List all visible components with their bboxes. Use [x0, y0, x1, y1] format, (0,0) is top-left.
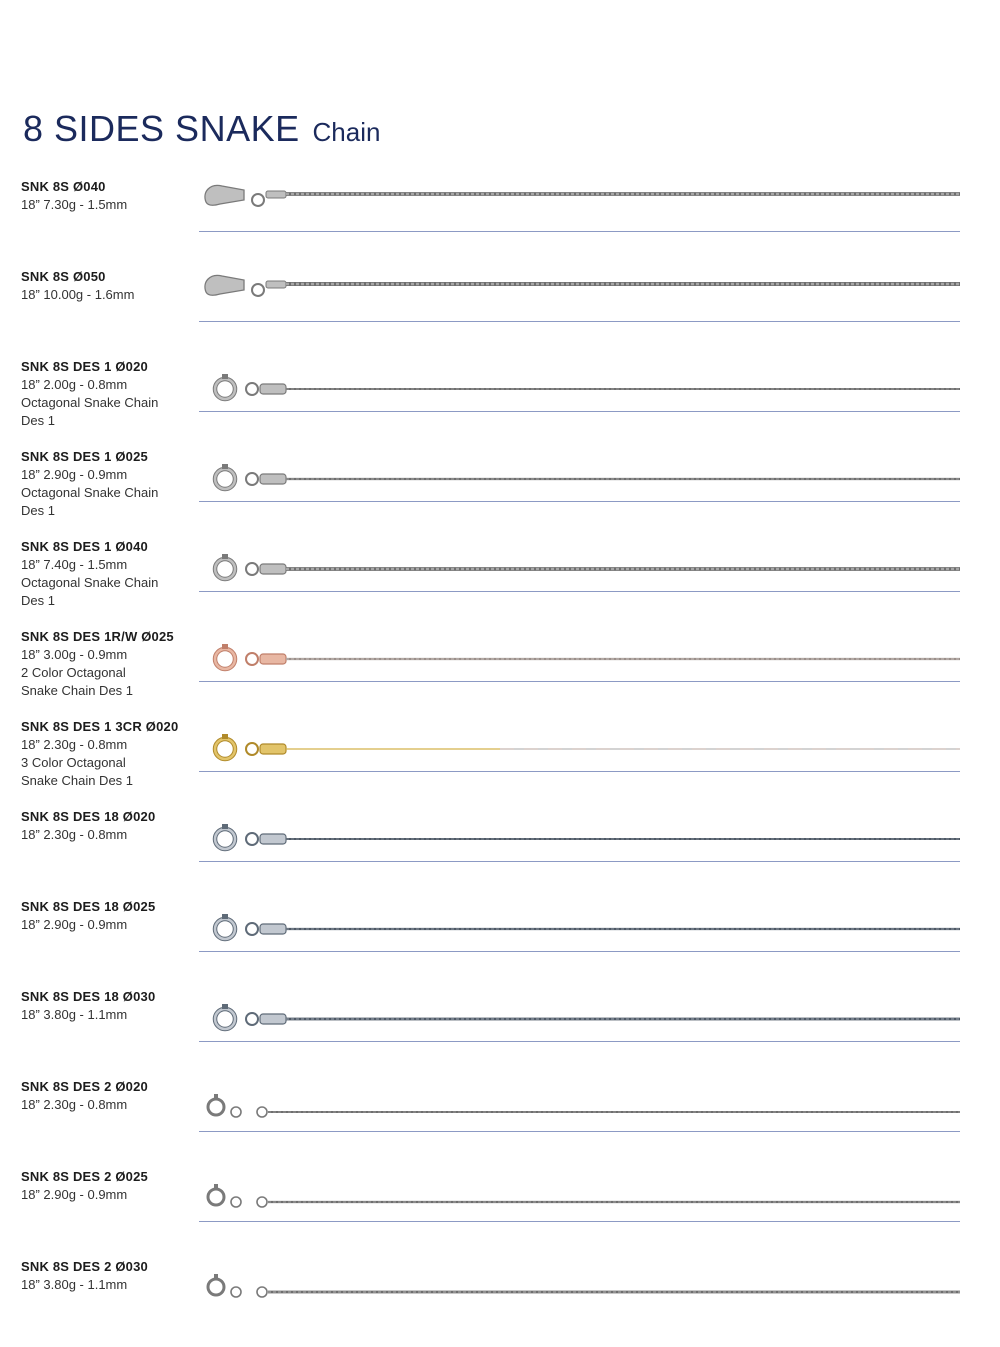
chain-image	[200, 357, 960, 407]
chain-image	[200, 177, 960, 227]
product-code: SNK 8S DES 18 Ø020	[21, 809, 156, 824]
product-spec: Snake Chain Des 1	[21, 683, 134, 698]
spring-ring-clasp-icon	[215, 464, 286, 489]
spring-ring-clasp-icon	[208, 1184, 267, 1207]
lobster-clasp-icon	[205, 185, 286, 206]
row-divider	[199, 321, 960, 322]
product-row	[0, 897, 1000, 987]
product-row	[0, 1257, 1000, 1347]
product-spec: 18” 2.90g - 0.9mm	[21, 1187, 128, 1202]
product-spec: 18” 7.30g - 1.5mm	[21, 197, 128, 212]
product-spec: 2 Color Octagonal	[21, 665, 126, 680]
spring-ring-clasp-icon	[215, 734, 286, 759]
product-row	[0, 627, 1000, 717]
product-code: SNK 8S DES 2 Ø025	[21, 1169, 148, 1184]
product-spec: Octagonal Snake Chain	[21, 575, 159, 590]
product-row	[0, 357, 1000, 447]
product-code: SNK 8S DES 1 3CR Ø020	[21, 719, 179, 734]
row-divider	[199, 771, 960, 772]
product-spec: 18” 2.30g - 0.8mm	[21, 737, 128, 752]
row-divider	[199, 1131, 960, 1132]
product-info	[21, 178, 201, 214]
product-spec: Des 1	[21, 593, 55, 608]
product-code: SNK 8S DES 18 Ø030	[21, 989, 156, 1004]
product-row	[0, 987, 1000, 1077]
spring-ring-clasp-icon	[215, 914, 286, 939]
product-spec: 18” 7.40g - 1.5mm	[21, 557, 128, 572]
product-info	[21, 988, 201, 1024]
product-info	[21, 538, 201, 610]
product-code: SNK 8S DES 1 Ø040	[21, 539, 148, 554]
product-spec: 3 Color Octagonal	[21, 755, 126, 770]
product-row	[0, 717, 1000, 807]
chain-image	[200, 897, 960, 947]
product-info	[21, 1168, 201, 1204]
chain-image	[200, 807, 960, 857]
chain-image	[200, 1077, 960, 1127]
product-spec: Snake Chain Des 1	[21, 773, 134, 788]
chain-image	[200, 1167, 960, 1217]
product-info	[21, 358, 201, 430]
chain-image	[200, 267, 960, 317]
row-divider	[199, 861, 960, 862]
product-spec: 18” 2.00g - 0.8mm	[21, 377, 128, 392]
product-info	[21, 1258, 201, 1294]
product-row	[0, 537, 1000, 627]
spring-ring-clasp-icon	[215, 644, 286, 669]
spring-ring-clasp-icon	[215, 824, 286, 849]
chain-image	[200, 627, 960, 677]
chain-image	[200, 447, 960, 497]
product-spec: 18” 2.30g - 0.8mm	[21, 827, 128, 842]
product-spec: Des 1	[21, 413, 55, 428]
product-info	[21, 628, 201, 700]
product-info	[21, 448, 201, 520]
spring-ring-clasp-icon	[215, 1004, 286, 1029]
row-divider	[199, 591, 960, 592]
product-info	[21, 718, 201, 790]
chain-image	[200, 717, 960, 767]
spring-ring-clasp-icon	[208, 1274, 267, 1297]
product-row	[0, 807, 1000, 897]
product-info	[21, 808, 201, 844]
product-code: SNK 8S DES 1R/W Ø025	[21, 629, 174, 644]
page-title	[23, 108, 380, 150]
row-divider	[199, 951, 960, 952]
product-code: SNK 8S DES 1 Ø020	[21, 359, 148, 374]
product-code: SNK 8S Ø040	[21, 179, 106, 194]
product-spec: 18” 2.90g - 0.9mm	[21, 917, 128, 932]
product-spec: 18” 2.30g - 0.8mm	[21, 1097, 128, 1112]
product-info	[21, 1078, 201, 1114]
row-divider	[199, 1221, 960, 1222]
row-divider	[199, 231, 960, 232]
product-spec: 18” 3.00g - 0.9mm	[21, 647, 128, 662]
title-main: 8 SIDES SNAKE	[23, 108, 300, 149]
chain-image	[200, 987, 960, 1037]
product-info	[21, 268, 201, 304]
chain-image	[200, 537, 960, 587]
row-divider	[199, 1041, 960, 1042]
spring-ring-clasp-icon	[215, 554, 286, 579]
product-spec: 18” 2.90g - 0.9mm	[21, 467, 128, 482]
product-spec: Des 1	[21, 503, 55, 518]
lobster-clasp-icon	[205, 275, 286, 296]
product-code: SNK 8S DES 2 Ø020	[21, 1079, 148, 1094]
row-divider	[199, 681, 960, 682]
product-spec: 18” 3.80g - 1.1mm	[21, 1007, 128, 1022]
product-row	[0, 1077, 1000, 1167]
product-row	[0, 267, 1000, 357]
product-code: SNK 8S DES 18 Ø025	[21, 899, 156, 914]
product-info	[21, 898, 201, 934]
product-spec: Octagonal Snake Chain	[21, 485, 159, 500]
product-spec: 18” 10.00g - 1.6mm	[21, 287, 135, 302]
product-spec: 18” 3.80g - 1.1mm	[21, 1277, 128, 1292]
product-code: SNK 8S Ø050	[21, 269, 106, 284]
product-row	[0, 177, 1000, 267]
row-divider	[199, 411, 960, 412]
spring-ring-clasp-icon	[208, 1094, 267, 1117]
product-code: SNK 8S DES 2 Ø030	[21, 1259, 148, 1274]
product-row	[0, 1167, 1000, 1257]
spring-ring-clasp-icon	[215, 374, 286, 399]
title-sub: Chain	[312, 117, 381, 147]
product-spec: Octagonal Snake Chain	[21, 395, 159, 410]
product-code: SNK 8S DES 1 Ø025	[21, 449, 148, 464]
product-row	[0, 447, 1000, 537]
row-divider	[199, 501, 960, 502]
